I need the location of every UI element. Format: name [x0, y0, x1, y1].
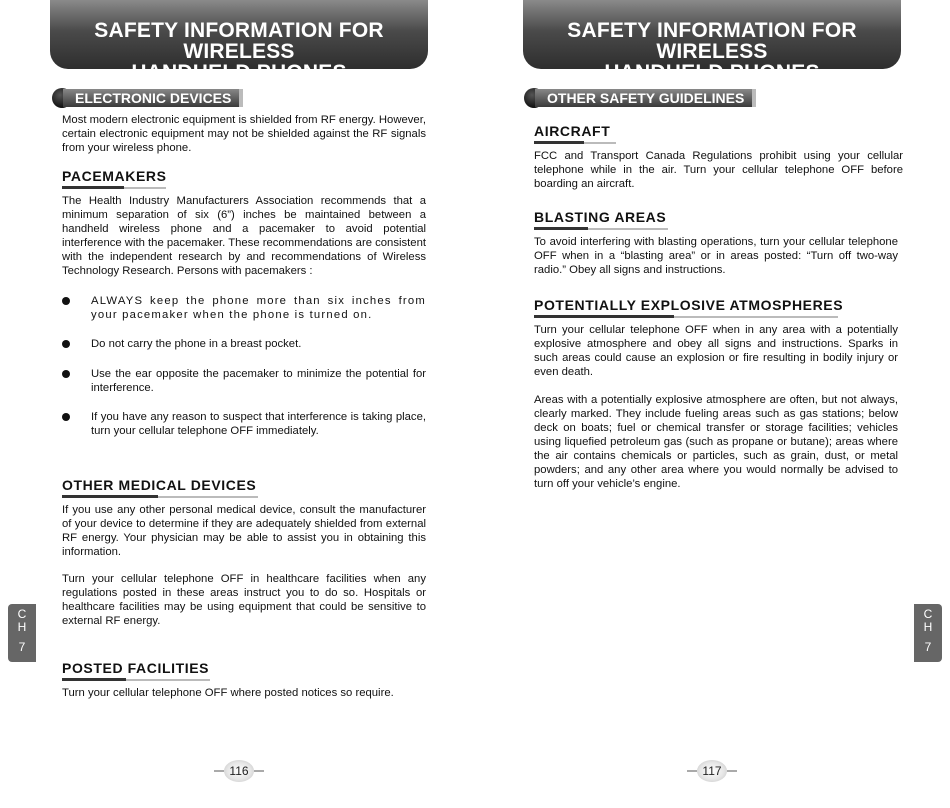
aircraft-paragraph: FCC and Transport Canada Regulations prohibit using your cellular telephone while in the air. Turn your cellular telephone OFF before boarding an aircraft. [534, 150, 903, 190]
medical-paragraph-1: If you use any other personal medical device, consult the manufacturer of your device to determine if they are adequately shielded from external RF energy. Your physician may be able to assist you in obtaining this information. [62, 504, 426, 558]
banner-line-2: HANDHELD PHONES [604, 61, 820, 84]
banner-line-2: HANDHELD PHONES [131, 61, 347, 84]
chapter-number: 7 [924, 640, 932, 654]
page-number: 117 [697, 760, 727, 782]
explosive-paragraph-1: Turn your cellular telephone OFF when in any area with a potentially explosive atmosphere and obey all signs and instructions. Sparks in such areas could cause an explosion or fire resulting in bodily injury or even death. [534, 324, 898, 378]
page-banner [523, 0, 901, 84]
chapter-tab-c: C [923, 607, 933, 621]
list-item [91, 337, 426, 351]
chapter-tab [914, 604, 942, 662]
bullet-icon [62, 370, 70, 378]
heading-posted-facilities: POSTED FACILITIES [62, 660, 210, 676]
list-item [91, 410, 426, 438]
intro-paragraph: Most modern electronic equipment is shielded from RF energy. However, certain electronic equipment may not be shielded against the RF signals from your wireless phone. [62, 114, 426, 154]
heading-other-medical-devices: OTHER MEDICAL DEVICES [62, 477, 257, 493]
chapter-tab-h: H [17, 620, 27, 634]
explosive-paragraph-2: Areas with a potentially explosive atmosphere are often, but not always, clearly marked. They include fueling areas such as gas stations; below deck on boats; fuel or chemical transfer or storage facilities; vehicles using liquefied petroleum gas (such as propane or butane); areas where the air contains chemicals or particles, such as grain, dust, or metal powders; and any other area where you would normally be advised to turn off your vehicle’s engine. [534, 394, 898, 490]
page-number: 116 [224, 760, 254, 782]
section-title: OTHER SAFETY GUIDELINES [535, 89, 756, 107]
banner-line-1: SAFETY INFORMATION FOR WIRELESS [94, 19, 384, 63]
chapter-tab-c: C [17, 607, 27, 621]
posted-paragraph: Turn your cellular telephone OFF where posted notices so require. [62, 687, 394, 699]
list-item-text: Do not carry the phone in a breast pocket. [91, 338, 302, 350]
chapter-number: 7 [18, 640, 26, 654]
medical-paragraph-2: Turn your cellular telephone OFF in healthcare facilities when any regulations posted in these areas instruct you to do so. Hospitals or healthcare facilities may be using equipment that could be sensitive to external RF energy. [62, 573, 426, 627]
heading-pacemakers: PACEMAKERS [62, 168, 167, 184]
bullet-icon [62, 297, 70, 305]
banner-line-1: SAFETY INFORMATION FOR WIRELESS [567, 19, 857, 63]
section-title: ELECTRONIC DEVICES [63, 89, 243, 107]
bullet-icon [62, 413, 70, 421]
blasting-paragraph: To avoid interfering with blasting operations, turn your cellular telephone OFF when in a “blasting area” or in areas posted: “Turn off two-way radio.” Obey all signs and instructions. [534, 236, 898, 276]
pacemakers-paragraph: The Health Industry Manufacturers Association recommends that a minimum separation of six (6”) inches be maintained between a handheld wireless phone and a pacemaker to avoid potential interference with the pacemaker. These recommendations are consistent with the independent research by and recommendations of Wireless Technology Research. Persons with pacemakers : [62, 195, 426, 277]
list-item-text: ALWAYS keep the phone more than six inches from your pacemaker when the phone is turned on. [91, 295, 426, 321]
bullet-icon [62, 340, 70, 348]
chapter-tab [8, 604, 36, 662]
heading-potentially-explosive-atmospheres: POTENTIALLY EXPLOSIVE ATMOSPHERES [534, 297, 844, 313]
heading-aircraft: AIRCRAFT [534, 123, 611, 139]
list-item-text: If you have any reason to suspect that interference is taking place, turn your cellular telephone OFF immediately. [91, 411, 426, 437]
page-banner [50, 0, 428, 84]
list-item [91, 294, 426, 322]
list-item [91, 367, 426, 395]
chapter-tab-h: H [923, 620, 933, 634]
page-117 [475, 0, 950, 808]
list-item-text: Use the ear opposite the pacemaker to minimize the potential for interference. [91, 368, 426, 394]
heading-blasting-areas: BLASTING AREAS [534, 209, 667, 225]
